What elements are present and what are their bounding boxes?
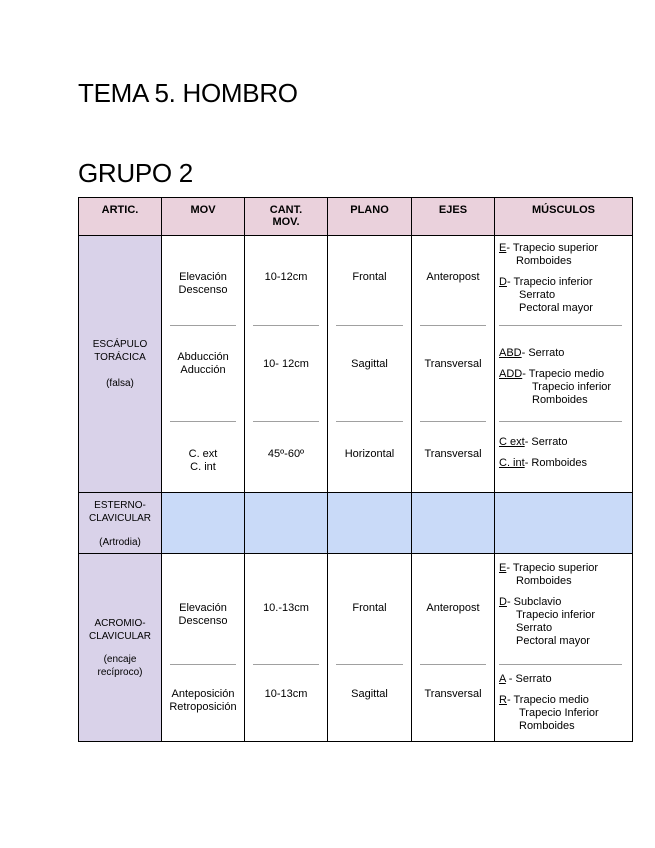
movement-key: D bbox=[499, 596, 507, 608]
plano-value: Horizontal bbox=[344, 448, 395, 460]
row-escapulo-toracica bbox=[79, 236, 633, 493]
plano-value: Sagittal bbox=[351, 688, 388, 700]
muscle-entry bbox=[499, 596, 632, 609]
muscle-name: Trapecio inferior bbox=[532, 381, 612, 393]
movement-key: ADD bbox=[499, 368, 523, 380]
muscle-name: - Trapecio superior bbox=[506, 562, 599, 574]
ejes-value: Transversal bbox=[424, 448, 482, 460]
musculos-subcell bbox=[495, 326, 632, 421]
muscle-name: - Subclavio bbox=[506, 596, 562, 608]
muscle-name: - Serrato bbox=[505, 673, 552, 685]
mov-lines bbox=[177, 351, 228, 377]
artic-escapulo-toracica bbox=[79, 236, 162, 493]
empty-cell bbox=[328, 493, 412, 554]
muscle-name: Romboides bbox=[516, 255, 572, 267]
ejes-subcell bbox=[412, 326, 494, 421]
muscle-name: Romboides bbox=[519, 720, 575, 732]
artic-type: (falsa) bbox=[106, 378, 134, 389]
ejes-subcell bbox=[412, 554, 494, 664]
spacer bbox=[499, 360, 632, 368]
artic-name-line: ACROMIO- bbox=[94, 617, 146, 629]
ejes-subcell bbox=[412, 236, 494, 325]
movement-key: C ext bbox=[499, 436, 525, 448]
ejes-cell bbox=[412, 236, 495, 493]
musculos-subcell bbox=[495, 422, 632, 492]
muscle-name: - Trapecio superior bbox=[506, 242, 599, 254]
ejes-subcell bbox=[412, 665, 494, 741]
cant-subcell bbox=[245, 236, 327, 325]
artic-name-line: ESTERNO- bbox=[94, 500, 146, 511]
muscle-name: - Trapecio medio bbox=[506, 694, 589, 706]
header-cant-mov: CANT. MOV. bbox=[245, 198, 328, 236]
muscle-entry bbox=[499, 436, 632, 449]
ejes-cell bbox=[412, 554, 495, 742]
muscle-name: - Serrato bbox=[524, 436, 568, 448]
header-artic: ARTIC. bbox=[79, 198, 162, 236]
mov-subcell bbox=[162, 554, 244, 664]
muscle-name: Romboides bbox=[516, 575, 572, 587]
artic-type: recíproco) bbox=[97, 666, 143, 678]
mov-value: Anteposición bbox=[171, 688, 235, 700]
header-musculos: MÚSCULOS bbox=[495, 198, 633, 236]
header-plano: PLANO bbox=[328, 198, 412, 236]
mov-cell bbox=[162, 554, 245, 742]
ejes-value: Transversal bbox=[424, 688, 482, 700]
muscle-entry bbox=[499, 276, 632, 289]
plano-subcell bbox=[328, 326, 411, 421]
muscle-entry bbox=[499, 673, 632, 686]
muscle-name: Pectoral mayor bbox=[519, 302, 593, 314]
header-ejes: EJES bbox=[412, 198, 495, 236]
movement-key: E bbox=[499, 242, 507, 254]
spacer bbox=[499, 268, 632, 276]
cant-subcell bbox=[245, 554, 327, 664]
document-title: TEMA 5. HOMBRO bbox=[78, 78, 298, 108]
cant-value: 45º-60º bbox=[267, 448, 305, 460]
artic-name-line: ESCÁPULO bbox=[92, 339, 148, 350]
muscle-name: Trapecio inferior bbox=[516, 609, 596, 621]
movement-key: D bbox=[499, 276, 507, 288]
ejes-value: Anteropost bbox=[426, 271, 480, 283]
empty-cell bbox=[495, 493, 633, 554]
shoulder-joints-table bbox=[78, 197, 633, 742]
mov-subcell bbox=[162, 236, 244, 325]
empty-cell bbox=[162, 493, 245, 554]
muscle-name: Serrato bbox=[516, 622, 553, 634]
muscle-name: - Serrato bbox=[521, 347, 565, 359]
movement-key: A bbox=[499, 673, 506, 685]
mov-lines bbox=[189, 448, 218, 474]
plano-value: Frontal bbox=[352, 271, 387, 283]
mov-subcell bbox=[162, 422, 244, 492]
artic-type: (encaje bbox=[103, 653, 137, 665]
cant-value: 10- 12cm bbox=[263, 358, 309, 370]
cant-value: 10-13cm bbox=[264, 688, 308, 700]
muscle-name: - Trapecio inferior bbox=[506, 276, 593, 288]
cant-subcell bbox=[245, 665, 327, 741]
artic-name-line: CLAVICULAR bbox=[88, 513, 152, 524]
muscle-name: - Romboides bbox=[524, 457, 588, 469]
plano-subcell bbox=[328, 665, 411, 741]
movement-key: R bbox=[499, 694, 507, 706]
cant-subcell bbox=[245, 326, 327, 421]
mov-subcell bbox=[162, 665, 244, 741]
plano-value: Frontal bbox=[352, 602, 387, 614]
plano-subcell bbox=[328, 236, 411, 325]
mov-value: Descenso bbox=[178, 284, 228, 296]
muscle-name: Pectoral mayor bbox=[516, 635, 590, 647]
muscle-name: Serrato bbox=[519, 289, 556, 301]
musculos-cell bbox=[495, 554, 633, 742]
movement-key: ABD bbox=[499, 347, 522, 359]
plano-cell bbox=[328, 554, 412, 742]
muscle-entry bbox=[499, 694, 632, 707]
mov-lines bbox=[179, 271, 228, 297]
spacer bbox=[499, 686, 632, 694]
mov-lines bbox=[179, 602, 228, 628]
mov-value: C. int bbox=[190, 461, 216, 473]
table-header-row bbox=[79, 198, 633, 236]
artic-name-line: TORÁCICA bbox=[94, 352, 146, 363]
empty-cell bbox=[245, 493, 328, 554]
row-acromio-clavicular bbox=[79, 554, 633, 742]
row-esterno-clavicular bbox=[79, 493, 633, 554]
mov-value: Descenso bbox=[178, 615, 228, 627]
movement-key: C. int bbox=[499, 457, 525, 469]
plano-subcell bbox=[328, 554, 411, 664]
header-mov: MOV bbox=[162, 198, 245, 236]
spacer bbox=[499, 588, 632, 596]
ejes-value: Transversal bbox=[424, 358, 482, 370]
muscle-entry bbox=[499, 457, 632, 470]
cant-cell bbox=[245, 236, 328, 493]
movement-key: E bbox=[499, 562, 507, 574]
cant-subcell bbox=[245, 422, 327, 492]
muscle-name: Trapecio Inferior bbox=[519, 707, 599, 719]
mov-value: Retroposición bbox=[169, 701, 237, 713]
mov-value: C. ext bbox=[188, 448, 218, 460]
musculos-subcell bbox=[495, 665, 632, 741]
cant-value: 10.-13cm bbox=[263, 602, 309, 614]
mov-cell bbox=[162, 236, 245, 493]
musculos-subcell bbox=[495, 236, 632, 325]
ejes-value: Anteropost bbox=[426, 602, 480, 614]
plano-value: Sagittal bbox=[351, 358, 388, 370]
muscle-entry bbox=[499, 242, 632, 255]
musculos-cell bbox=[495, 236, 633, 493]
artic-acromio-clavicular bbox=[79, 554, 162, 742]
mov-subcell bbox=[162, 326, 244, 421]
artic-type: (Artrodia) bbox=[99, 537, 141, 548]
empty-cell bbox=[412, 493, 495, 554]
mov-value: Abducción bbox=[177, 351, 229, 363]
plano-cell bbox=[328, 236, 412, 493]
plano-subcell bbox=[328, 422, 411, 492]
artic-esterno-clavicular bbox=[79, 493, 162, 554]
muscle-name: Romboides bbox=[532, 394, 588, 406]
artic-name-line: CLAVICULAR bbox=[88, 630, 152, 642]
muscle-entry bbox=[499, 368, 632, 381]
mov-value: Elevación bbox=[179, 271, 227, 283]
spacer bbox=[499, 449, 632, 457]
mov-value: Aducción bbox=[180, 364, 226, 376]
mov-value: Elevación bbox=[179, 602, 227, 614]
cant-value: 10-12cm bbox=[264, 271, 308, 283]
muscle-name: - Trapecio medio bbox=[522, 368, 605, 380]
muscle-entry bbox=[499, 562, 632, 575]
muscle-entry bbox=[499, 347, 632, 360]
group-title: GRUPO 2 bbox=[78, 158, 193, 188]
cant-cell bbox=[245, 554, 328, 742]
musculos-subcell bbox=[495, 554, 632, 664]
ejes-subcell bbox=[412, 422, 494, 492]
mov-lines bbox=[169, 688, 236, 714]
